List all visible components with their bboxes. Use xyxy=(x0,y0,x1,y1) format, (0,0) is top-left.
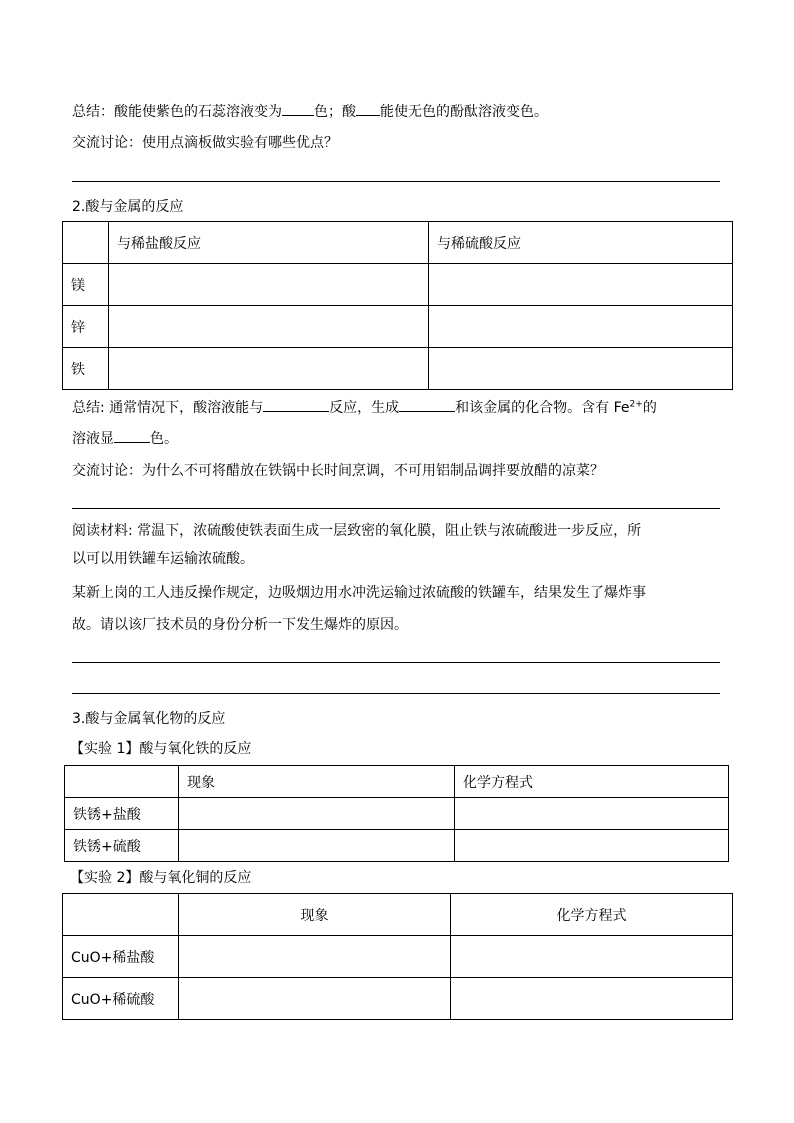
summary-litmus xyxy=(72,101,548,121)
table-row xyxy=(63,978,733,1020)
table-row xyxy=(63,348,733,390)
table-header-cell: 现象 xyxy=(179,894,451,936)
table-header-cell xyxy=(63,222,109,264)
summary-metal xyxy=(72,397,657,417)
copper-oxide-table xyxy=(62,893,733,1020)
answer-cell[interactable] xyxy=(179,978,451,1020)
reading-line-1: 阅读材料: 常温下，浓硫酸使铁表面生成一层致密的氧化膜，阻止铁与浓硫酸进一步反应，所 xyxy=(72,523,642,539)
row-label: 铁 xyxy=(63,348,109,390)
answer-cell[interactable] xyxy=(429,348,733,390)
table-header-row xyxy=(63,222,733,264)
answer-cell[interactable] xyxy=(429,264,733,306)
answer-cell[interactable] xyxy=(451,936,733,978)
table-row xyxy=(65,798,729,830)
answer-cell[interactable] xyxy=(179,798,455,830)
answer-cell[interactable] xyxy=(109,348,429,390)
table-header-cell: 与稀硫酸反应 xyxy=(429,222,733,264)
answer-blank[interactable] xyxy=(282,101,314,116)
row-label: 铁锈+硫酸 xyxy=(65,830,179,862)
summary-metal-part1: 总结: 通常情况下，酸溶液能与 xyxy=(72,400,264,416)
summary-metal-part3: 和该金属的化合物。含有 Fe xyxy=(455,400,630,416)
answer-cell[interactable] xyxy=(455,798,729,830)
table-header-cell: 现象 xyxy=(179,766,455,798)
reading-line-4: 故。请以该厂技术员的身份分析一下发生爆炸的原因。 xyxy=(72,617,408,633)
row-label: 铁锈+盐酸 xyxy=(65,798,179,830)
answer-cell[interactable] xyxy=(109,306,429,348)
table-header-cell: 与稀盐酸反应 xyxy=(109,222,429,264)
table-header-row xyxy=(63,894,733,936)
table-header-row xyxy=(65,766,729,798)
answer-line[interactable] xyxy=(72,508,720,509)
answer-blank[interactable] xyxy=(263,397,329,412)
discussion-question-2: 交流讨论：为什么不可将醋放在铁锅中长时间烹调，不可用铝制品调拌要放醋的凉菜？ xyxy=(72,463,604,479)
answer-line[interactable] xyxy=(72,693,720,694)
answer-blank[interactable] xyxy=(114,428,150,443)
answer-blank[interactable] xyxy=(399,397,455,412)
summary-litmus-part1: 总结：酸能使紫色的石蕊溶液变为 xyxy=(72,104,282,120)
summary-litmus-part3: 能使无色的酚酞溶液变色。 xyxy=(380,104,548,120)
row-label: 镁 xyxy=(63,264,109,306)
answer-line[interactable] xyxy=(72,662,720,663)
table-header-cell: 化学方程式 xyxy=(455,766,729,798)
answer-cell[interactable] xyxy=(455,830,729,862)
iron-oxide-table xyxy=(64,765,729,862)
table-row xyxy=(63,936,733,978)
answer-cell[interactable] xyxy=(109,264,429,306)
summary-litmus-part2: 色；酸 xyxy=(314,104,356,120)
table-header-cell xyxy=(65,766,179,798)
row-label: CuO+稀盐酸 xyxy=(63,936,179,978)
row-label: 锌 xyxy=(63,306,109,348)
reading-line-2: 以可以用铁罐车运输浓硫酸。 xyxy=(72,551,254,567)
table-header-cell: 化学方程式 xyxy=(451,894,733,936)
section-2-title: 2.酸与金属的反应 xyxy=(72,199,184,215)
table-row xyxy=(63,264,733,306)
metal-reaction-table xyxy=(62,221,733,390)
experiment-1-title: 【实验 1】酸与氧化铁的反应 xyxy=(70,741,252,757)
answer-line[interactable] xyxy=(72,181,720,182)
answer-blank[interactable] xyxy=(356,101,380,116)
table-row xyxy=(63,306,733,348)
discussion-question-1: 交流讨论：使用点滴板做实验有哪些优点？ xyxy=(72,135,338,151)
summary-metal-part2: 反应，生成 xyxy=(329,400,400,416)
answer-cell[interactable] xyxy=(429,306,733,348)
row-label: CuO+稀硫酸 xyxy=(63,978,179,1020)
answer-cell[interactable] xyxy=(179,830,455,862)
answer-cell[interactable] xyxy=(179,936,451,978)
section-3-title: 3.酸与金属氧化物的反应 xyxy=(72,711,226,727)
answer-cell[interactable] xyxy=(451,978,733,1020)
summary-metal-part4: 的 xyxy=(642,400,657,416)
table-row xyxy=(65,830,729,862)
table-header-cell xyxy=(63,894,179,936)
experiment-2-title: 【实验 2】酸与氧化铜的反应 xyxy=(70,870,252,886)
summary-metal-part6: 色。 xyxy=(150,431,178,447)
summary-metal-cont xyxy=(72,428,178,448)
summary-metal-part5: 溶液显 xyxy=(72,431,114,447)
ion-charge: 2+ xyxy=(629,399,643,410)
reading-line-3: 某新上岗的工人违反操作规定，边吸烟边用水冲洗运输过浓硫酸的铁罐车，结果发生了爆炸事 xyxy=(72,585,646,601)
